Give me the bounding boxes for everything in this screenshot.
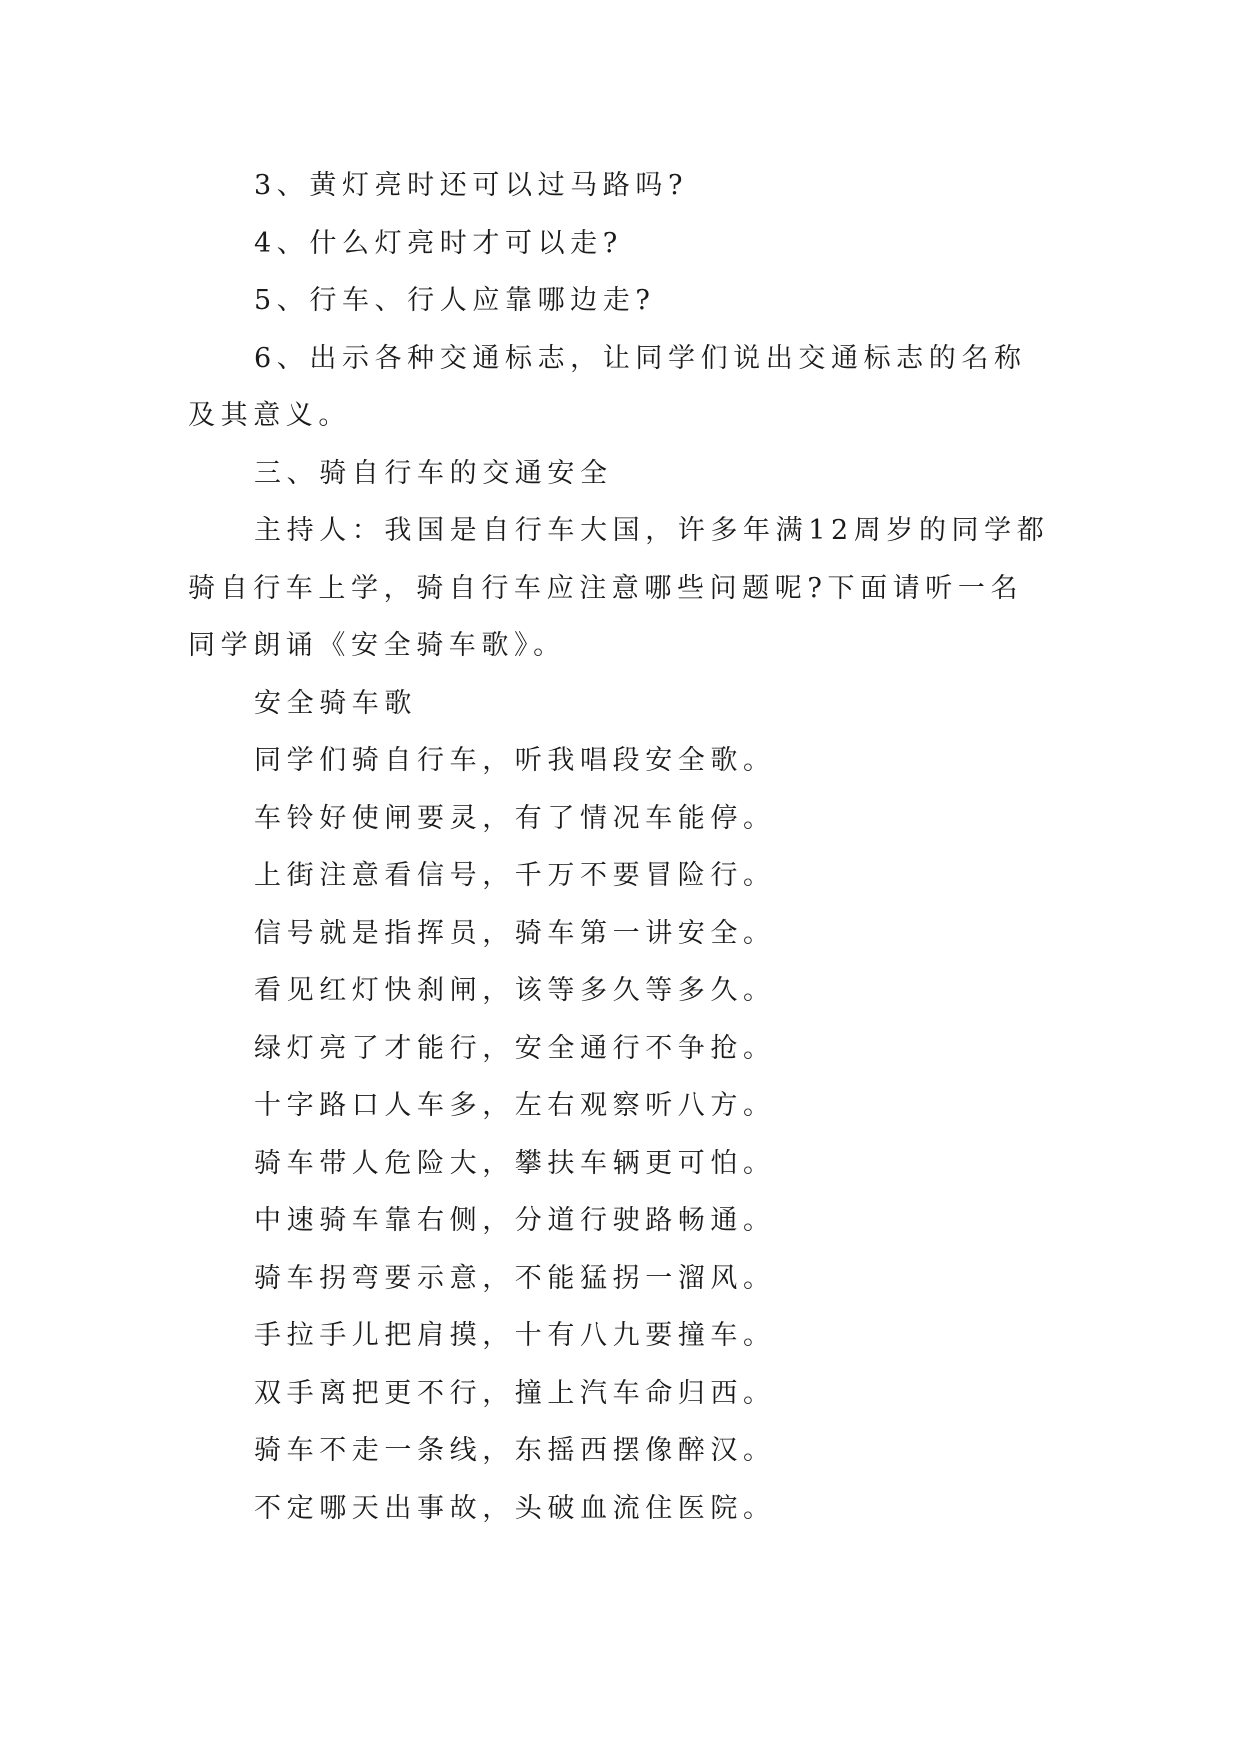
poem-title: 安全骑车歌 xyxy=(254,687,417,719)
poem-line: 车铃好使闸要灵，有了情况车能停。 xyxy=(254,802,776,834)
question-5: 5、行车、行人应靠哪边走? xyxy=(254,285,656,316)
poem-line: 不定哪天出事故，头破血流住医院。 xyxy=(254,1492,776,1524)
question-6: 6、出示各种交通标志，让同学们说出交通标志的名称及其意义。 xyxy=(188,342,1027,431)
poem-line: 骑车不走一条线，东摇西摆像醉汉。 xyxy=(254,1435,776,1466)
poem-line: 手拉手儿把肩摸，十有八九要撞车。 xyxy=(254,1320,776,1351)
poem-line: 中速骑车靠右侧，分道行驶路畅通。 xyxy=(254,1205,776,1236)
section-heading: 三、骑自行车的交通安全 xyxy=(254,457,613,489)
poem-line: 绿灯亮了才能行，安全通行不争抢。 xyxy=(254,1032,776,1064)
question-4: 4、什么灯亮时才可以走? xyxy=(254,227,623,259)
question-3: 3、黄灯亮时还可以过马路吗? xyxy=(254,170,689,201)
host-intro: 主持人：我国是自行车大国，许多年满12周岁的同学都骑自行车上学，骑自行车应注意哪些问题呢?下面请听一名同学朗诵《安全骑车歌》。 xyxy=(188,515,1050,661)
poem-line: 双手离把更不行，撞上汽车命归西。 xyxy=(254,1377,776,1409)
poem-line: 十字路口人车多，左右观察听八方。 xyxy=(254,1090,776,1121)
poem-line: 上街注意看信号，千万不要冒险行。 xyxy=(254,860,776,891)
poem-line: 信号就是指挥员，骑车第一讲安全。 xyxy=(254,917,776,949)
document-page xyxy=(188,157,1052,1537)
poem-line: 看见红灯快刹闸，该等多久等多久。 xyxy=(254,975,776,1006)
poem-line: 同学们骑自行车，听我唱段安全歌。 xyxy=(254,745,776,776)
poem-line: 骑车带人危险大，攀扶车辆更可怕。 xyxy=(254,1147,776,1179)
poem-line: 骑车拐弯要示意，不能猛拐一溜风。 xyxy=(254,1262,776,1294)
